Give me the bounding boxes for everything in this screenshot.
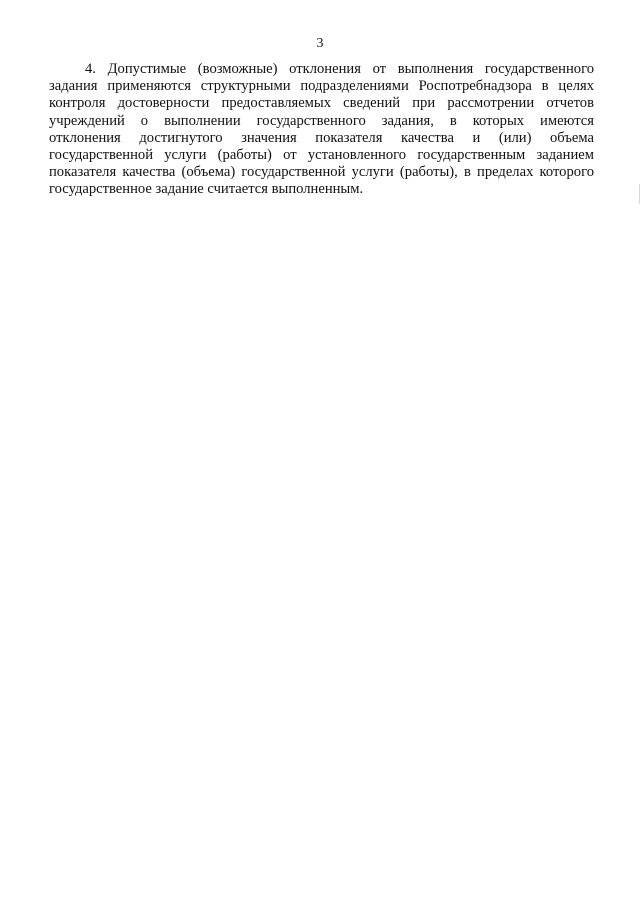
paragraph-line: контроля достоверности предоставляемых сведений при рассмотрении отчетов	[49, 95, 594, 112]
paragraph-line: показателя качества (объема) государственной услуги (работы), в пределах которого	[49, 164, 594, 181]
paragraph-4	[49, 61, 594, 199]
paragraph-line: государственной услуги (работы) от установленного государственным заданием	[49, 146, 594, 163]
page-number: 3	[316, 36, 324, 51]
paragraph-line: учреждений о выполнении государственного задания, в которых имеются	[49, 112, 594, 129]
paragraph-line: государственное задание считается выполненным.	[49, 181, 364, 198]
paragraph-line: отклонения достигнутого значения показателя качества и (или) объема	[49, 129, 594, 146]
paragraph-line: задания применяются структурными подразделениями Роспотребнадзора в целях	[49, 78, 594, 95]
paragraph-line: 4. Допустимые (возможные) отклонения от выполнения государственного	[85, 61, 594, 77]
